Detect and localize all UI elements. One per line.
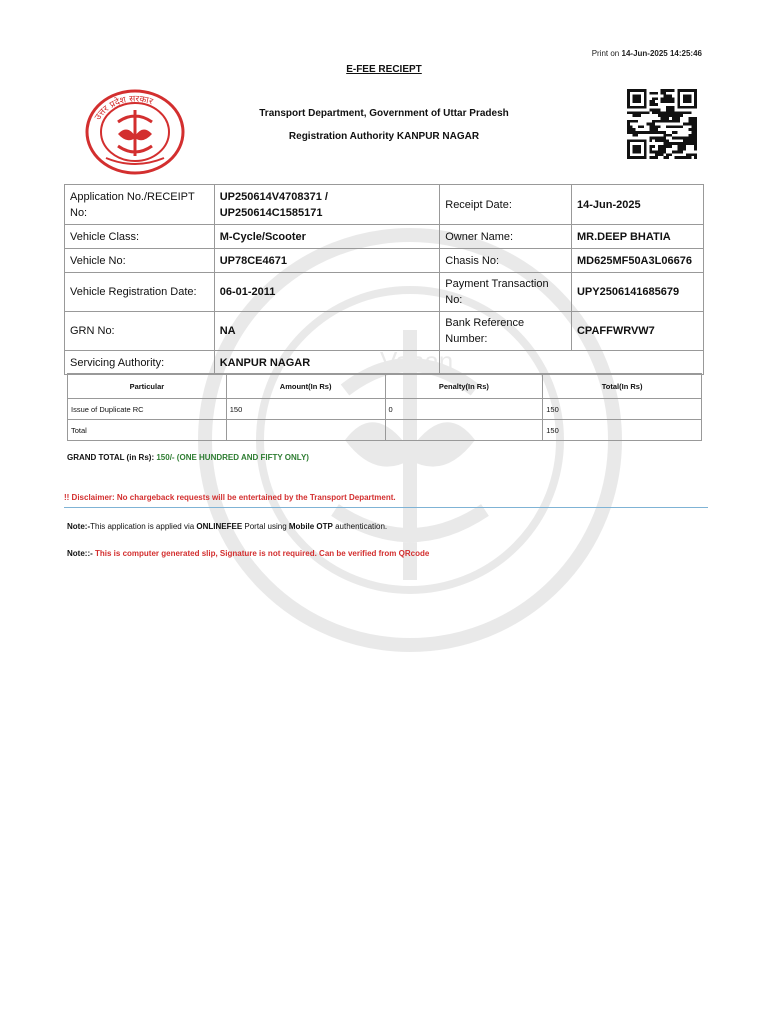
- chasis-no-label: Chasis No:: [440, 249, 572, 273]
- disclaimer-text: !! Disclaimer: No chargeback requests will be entertained by the Transport Department.: [64, 493, 396, 502]
- empty-cell: [440, 351, 704, 375]
- servicing-authority-value: KANPUR NAGAR: [214, 351, 440, 375]
- fee-cell: Issue of Duplicate RC: [68, 399, 227, 420]
- verification-qr-code: [627, 89, 697, 159]
- fee-cell: 150: [543, 399, 702, 420]
- payment-transaction-value: UPY2506141685679: [571, 273, 703, 312]
- table-row: [68, 420, 702, 441]
- receipt-date-label: Receipt Date:: [440, 185, 572, 225]
- application-no-value: UP250614V4708371 / UP250614C1585171: [214, 185, 440, 225]
- auth-method: Mobile OTP: [288, 522, 333, 531]
- note-label: Note:-: [67, 522, 91, 531]
- servicing-authority-label: Servicing Authority:: [65, 351, 215, 375]
- note-label: Note::-: [67, 549, 93, 558]
- print-label: Print on: [591, 49, 620, 58]
- vehicle-class-label: Vehicle Class:: [65, 225, 215, 249]
- payment-transaction-label: Payment Transaction No:: [440, 273, 572, 312]
- registration-date-value: 06-01-2011: [214, 273, 440, 312]
- grn-no-value: NA: [214, 312, 440, 351]
- table-row: [68, 399, 702, 420]
- fee-cell: 150: [543, 420, 702, 441]
- fee-cell: 0: [385, 399, 543, 420]
- fee-cell: [226, 420, 385, 441]
- grand-total-value: 150/- (ONE HUNDRED AND FIFTY ONLY): [156, 453, 309, 462]
- grand-total-label: GRAND TOTAL (in Rs):: [67, 453, 155, 462]
- note-text: This is computer generated slip, Signature is not required. Can be verified from QRcode: [92, 549, 430, 558]
- grn-no-label: GRN No:: [65, 312, 215, 351]
- title-text: E-FEE RECIEPT: [346, 64, 422, 75]
- fee-cell: [385, 420, 543, 441]
- note-computer-generated: [67, 549, 429, 558]
- registration-date-label: Vehicle Registration Date:: [65, 273, 215, 312]
- note-application-method: Note:-This application is applied via ONLINEFEE Portal using Mobile OTP authentication.: [67, 522, 388, 531]
- bank-reference-label: Bank Reference Number:: [440, 312, 572, 351]
- divider: [64, 507, 708, 508]
- fee-cell: 150: [226, 399, 385, 420]
- bank-reference-value: CPAFFWRVW7: [571, 312, 703, 351]
- print-timestamp: [592, 49, 702, 58]
- portal-name: ONLINEFEE: [196, 522, 243, 531]
- print-datetime: 14-Jun-2025 14:25:46: [621, 49, 702, 58]
- emblem-text: उत्तर प्रदेश सरकार: [93, 94, 154, 123]
- vehicle-class-value: M-Cycle/Scooter: [214, 225, 440, 249]
- fee-cell: Total: [68, 420, 227, 441]
- fee-header-total: Total(In Rs): [543, 374, 702, 399]
- grand-total: [67, 453, 309, 462]
- fee-table: [67, 373, 702, 441]
- fee-header-penalty: Penalty(In Rs): [385, 374, 543, 399]
- fee-header-amount: Amount(In Rs): [226, 374, 385, 399]
- owner-name-label: Owner Name:: [440, 225, 572, 249]
- chasis-no-value: MD625MF50A3L06676: [571, 249, 703, 273]
- watermark-text: Vahan: [380, 346, 454, 376]
- receipt-details-table: [64, 184, 704, 375]
- vehicle-no-label: Vehicle No:: [65, 249, 215, 273]
- page-title: [0, 64, 768, 75]
- receipt-date-value: 14-Jun-2025: [571, 185, 703, 225]
- department-heading: Transport Department, Government of Uttar Pradesh: [259, 108, 509, 119]
- fee-header-particular: Particular: [68, 374, 227, 399]
- up-government-emblem: [84, 88, 186, 176]
- authority-heading: Registration Authority KANPUR NAGAR: [288, 131, 480, 142]
- application-no-label: Application No./RECEIPT No:: [65, 185, 215, 225]
- owner-name-value: MR.DEEP BHATIA: [571, 225, 703, 249]
- vehicle-no-value: UP78CE4671: [214, 249, 440, 273]
